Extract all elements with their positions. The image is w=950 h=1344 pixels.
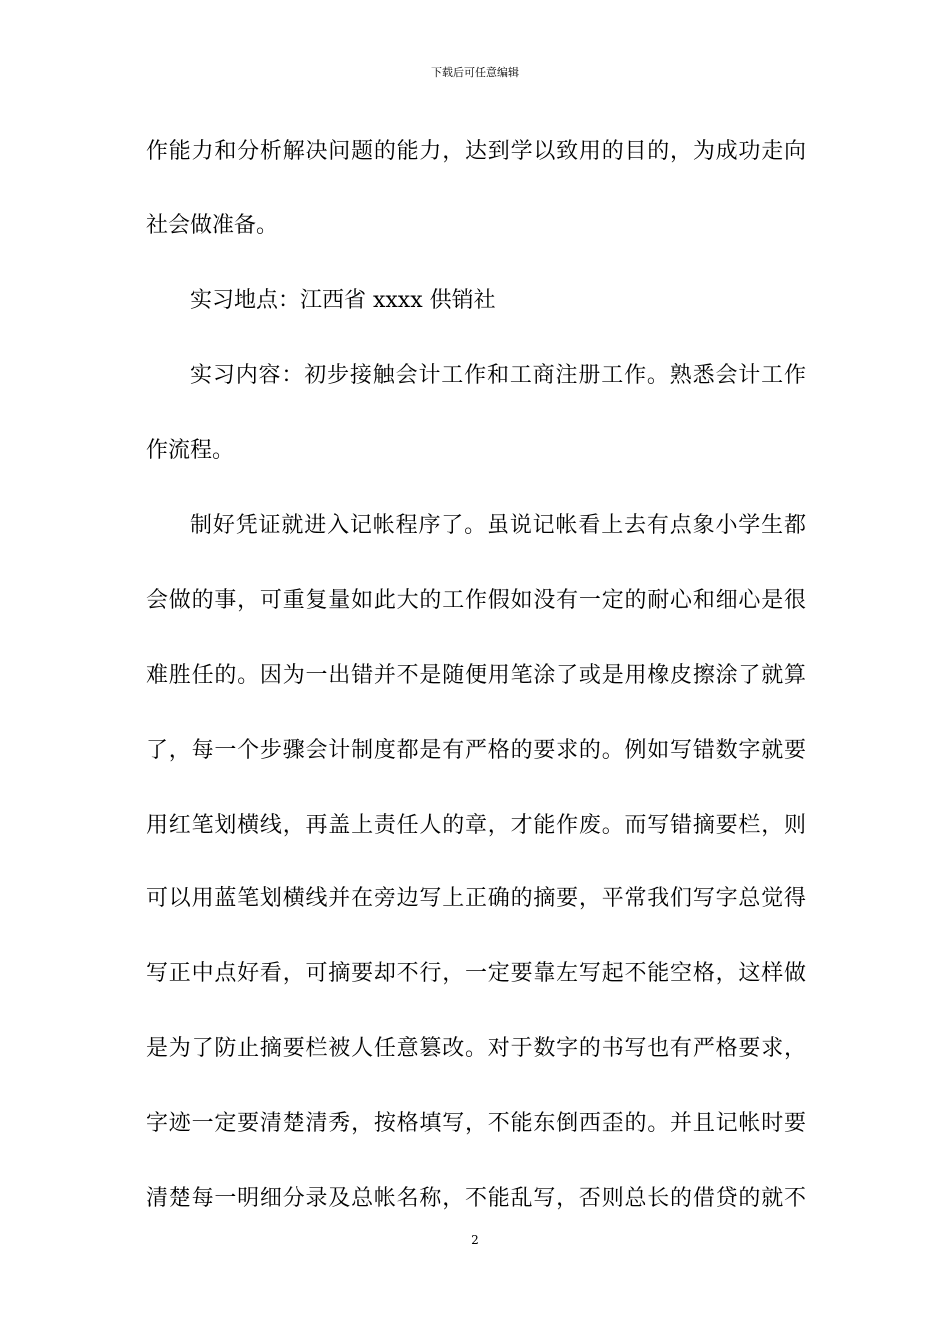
body-line: 作能力和分析解决问题的能力，达到学以致用的目的，为成功走向 — [146, 139, 806, 164]
body-line: 社会做准备。 — [146, 213, 279, 238]
body-line: 难胜任的。因为一出错并不是随便用笔涂了或是用橡皮擦涂了就算 — [146, 663, 806, 688]
body-line: 了，每一个步骤会计制度都是有严格的要求的。例如写错数字就要 — [146, 738, 806, 763]
body-line: 制好凭证就进入记帐程序了。虽说记帐看上去有点象小学生都 — [190, 513, 806, 538]
page-number: 2 — [471, 1233, 479, 1247]
body-line: 用红笔划横线，再盖上责任人的章，才能作废。而写错摘要栏，则 — [146, 813, 806, 838]
body-line: 实习内容：初步接触会计工作和工商注册工作。熟悉会计工作 — [190, 363, 806, 388]
body-line: 会做的事，可重复量如此大的工作假如没有一定的耐心和细心是很 — [146, 588, 806, 613]
body-line: 清楚每一明细分录及总帐名称，不能乱写，否则总长的借贷的就不 — [146, 1186, 806, 1211]
body-line: 是为了防止摘要栏被人任意篡改。对于数字的书写也有严格要求， — [146, 1036, 806, 1061]
body-line: 作流程。 — [146, 438, 235, 463]
body-line: 可以用蓝笔划横线并在旁边写上正确的摘要，平常我们写字总觉得 — [146, 886, 806, 911]
body-line: 写正中点好看，可摘要却不行，一定要靠左写起不能空格，这样做 — [146, 961, 806, 986]
page-header: 下载后可任意编辑 — [431, 66, 519, 79]
body-line: 字迹一定要清楚清秀，按格填写，不能东倒西歪的。并且记帐时要 — [146, 1111, 806, 1136]
body-line: 实习地点：江西省 xxxx 供销社 — [190, 288, 496, 313]
